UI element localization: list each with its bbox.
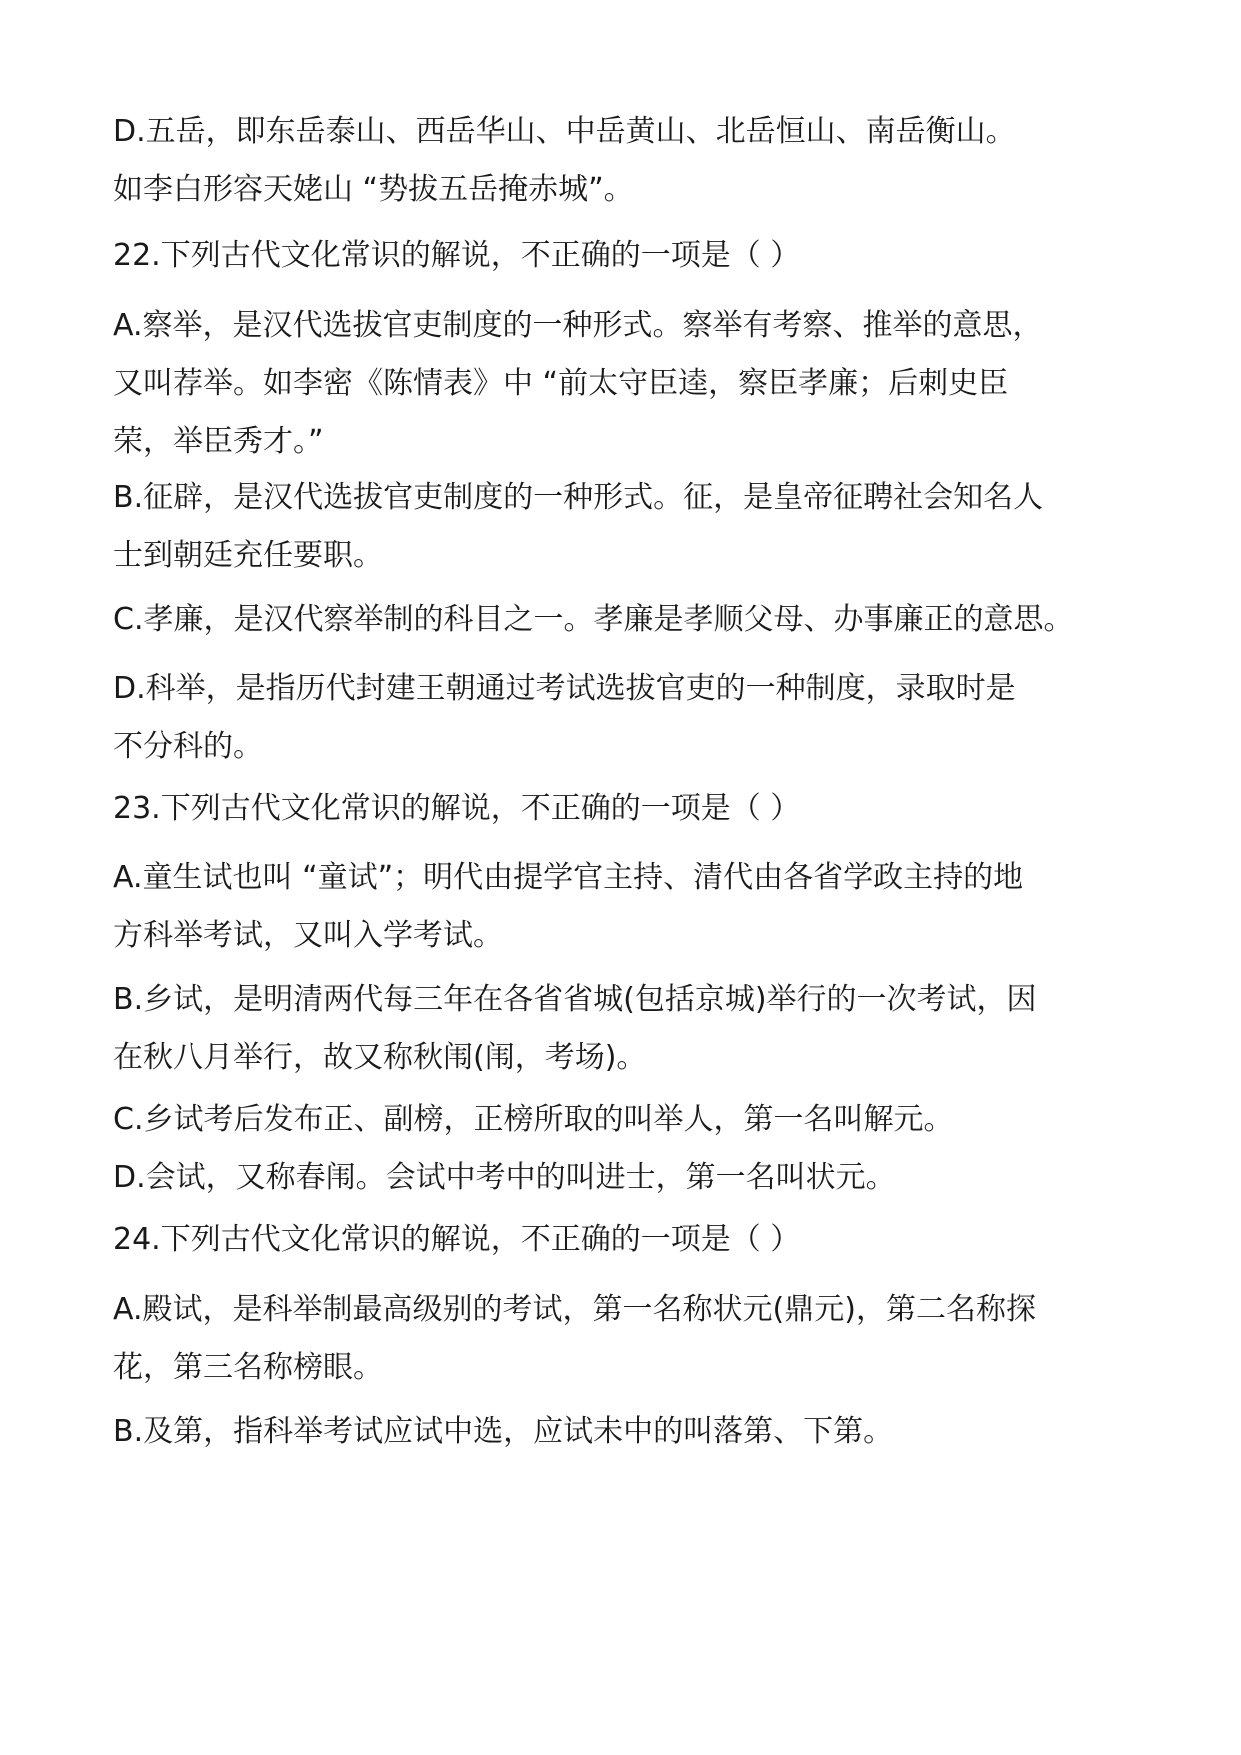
q22-option-d xyxy=(113,660,1143,776)
option-d-wuyue xyxy=(113,103,1143,219)
text-line: 23.下列古代文化常识的解说，不正确的一项是（ ） xyxy=(113,791,801,826)
text-line: 荣，举臣秀才。” xyxy=(113,424,324,459)
text-line: 士到朝廷充任要职。 xyxy=(113,538,383,573)
text-line: A.殿试，是科举制最高级别的考试，第一名称状元(鼎元)，第二名称探 xyxy=(113,1292,1036,1327)
question-24 xyxy=(113,1211,1143,1269)
q22-option-b xyxy=(113,469,1143,585)
text-line: D.科举，是指历代封建王朝通过考试选拔官吏的一种制度，录取时是 xyxy=(113,671,1016,706)
question-23 xyxy=(113,780,1143,838)
text-line: 花，第三名称榜眼。 xyxy=(113,1350,383,1385)
text-line: D.五岳，即东岳泰山、西岳华山、中岳黄山、北岳恒山、南岳衡山。 xyxy=(113,114,1016,149)
q24-option-b xyxy=(113,1403,1143,1461)
text-line: D.会试，又称春闱。会试中考中的叫进士，第一名叫状元。 xyxy=(113,1160,896,1195)
text-line: C.乡试考后发布正、副榜，正榜所取的叫举人，第一名叫解元。 xyxy=(113,1102,954,1137)
text-line: C.孝廉，是汉代察举制的科目之一。孝廉是孝顺父母、办事廉正的意思。 xyxy=(113,602,1074,637)
text-line: 如李白形容天姥山 “势拔五岳掩赤城”。 xyxy=(113,172,634,207)
q24-option-a xyxy=(113,1281,1143,1397)
text-line: 方科举考试，又叫入学考试。 xyxy=(113,918,503,953)
text-line: A.童生试也叫 “童试”；明代由提学官主持、清代由各省学政主持的地 xyxy=(113,860,1024,895)
q23-option-a xyxy=(113,849,1143,965)
question-22 xyxy=(113,227,1143,285)
q22-option-a xyxy=(113,297,1143,471)
text-line: B.及第，指科举考试应试中选，应试未中的叫落第、下第。 xyxy=(113,1414,894,1449)
text-line: 不分科的。 xyxy=(113,729,263,764)
text-line: 22.下列古代文化常识的解说，不正确的一项是（ ） xyxy=(113,238,801,273)
text-line: A.察举，是汉代选拔官吏制度的一种形式。察举有考察、推举的意思， xyxy=(113,308,1043,343)
text-line: B.乡试，是明清两代每三年在各省省城(包括京城)举行的一次考试，因 xyxy=(113,982,1037,1017)
q23-options-c-d xyxy=(113,1091,1143,1207)
text-line: 24.下列古代文化常识的解说，不正确的一项是（ ） xyxy=(113,1222,801,1257)
text-line: 又叫荐举。如李密《陈情表》中 “前太守臣逵，察臣孝廉；后刺史臣 xyxy=(113,366,1009,401)
text-line: B.征辟，是汉代选拔官吏制度的一种形式。征，是皇帝征聘社会知名人 xyxy=(113,480,1044,515)
q23-option-b xyxy=(113,971,1143,1087)
text-line: 在秋八月举行，故又称秋闱(闱，考场)。 xyxy=(113,1040,647,1075)
q22-option-c xyxy=(113,591,1143,649)
